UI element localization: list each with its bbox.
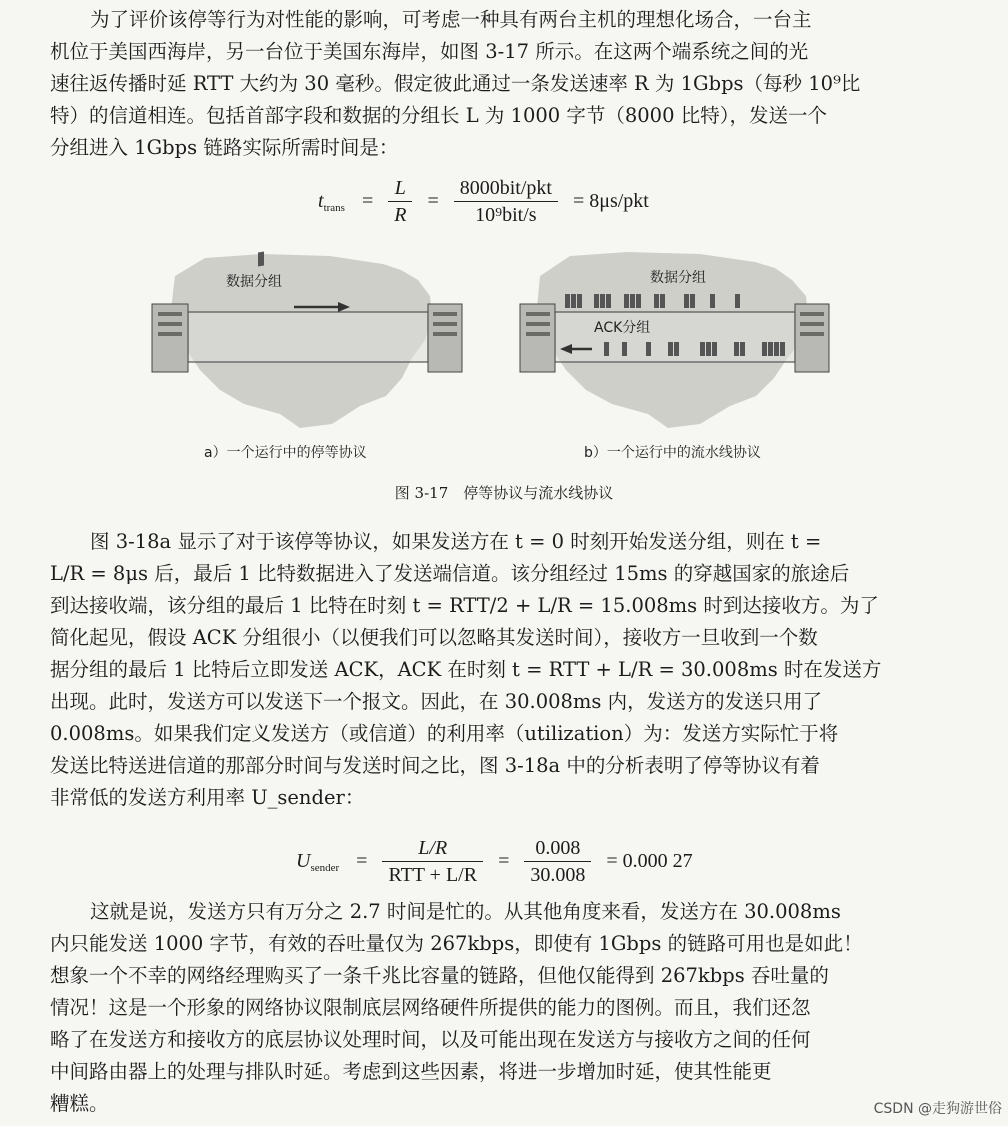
caption-a: a）一个运行中的停等协议 (204, 445, 367, 461)
text-line: 中间路由器上的处理与排队时延。考虑到这些因素，将进一步增加时延，使其性能更 (50, 1060, 772, 1083)
host-sender-b (520, 304, 555, 372)
paragraph-analysis (50, 526, 950, 814)
label-data-packets-b: 数据分组 (650, 270, 706, 286)
paragraph-conclusion (50, 896, 950, 1120)
text-line: L/R = 8μs 后，最后 1 比特数据进入了发送端信道。该分组经过 15ms 的穿越国家的旅途后 (50, 562, 850, 585)
text-line: 非常低的发送方利用率 U_sender： (50, 786, 365, 809)
fraction-values (454, 176, 558, 227)
text-line: 糟糕。 (50, 1092, 109, 1115)
watermark: CSDN @走狗游世俗 (873, 1101, 1002, 1117)
text-line: 出现。此时，发送方可以发送下一个报文。因此，在 30.008ms 内，发送方的发送只用了 (50, 690, 823, 713)
text-line: 分组进入 1Gbps 链路实际所需时间是： (50, 136, 399, 159)
text-line: 为了评价该停等行为对性能的影响，可考虑一种具有两台主机的理想化场合，一台主 (90, 8, 812, 31)
figure-stop-and-wait-vs-pipelined (0, 228, 1008, 468)
formula-transmission-time: $t_{trans}$ = $\frac{L}{R}$ = $\frac{\text{8000bit/pkt}}{\text{10⁹bit/s}}$ = 8μs/pkt (318, 177, 649, 226)
text-line: 速往返传播时延 RTT 大约为 30 毫秒。假定彼此通过一条发送速率 R 为 1Gbps（每秒 10⁹比 (50, 72, 861, 95)
formula-result: = 8μs/pkt (572, 190, 649, 212)
text-line: 情况！这是一个形象的网络协议限制底层网络硬件所提供的能力的图例。而且，我们还忽 (50, 996, 811, 1019)
text-line: 到达接收端，该分组的最后 1 比特在时刻 t = RTT/2 + L/R = 15.008ms 时到达接收方。为了 (50, 594, 879, 617)
formula-lhs: t (318, 189, 324, 212)
fraction-symbolic (382, 836, 483, 887)
host-receiver-a (428, 304, 462, 372)
figure-title: 图 3-17 停等协议与流水线协议 (394, 484, 614, 502)
data-packet-a (258, 251, 264, 266)
label-ack-packets-b: ACK分组 (594, 320, 651, 336)
text-line: 略了在发送方和接收方的底层协议处理时间，以及可能出现在发送方与接收方之间的任何 (50, 1028, 811, 1051)
fraction-numeric (524, 836, 591, 887)
text-line: 图 3-18a 显示了对于该停等协议，如果发送方在 t = 0 时刻开始发送分组，则在 t = (90, 530, 822, 553)
text-line: 机位于美国西海岸，另一台位于美国东海岸，如图 3-17 所示。在这两个端系统之间的光 (50, 40, 809, 63)
fraction-numerator: L (388, 176, 412, 202)
channel-pipe-a (188, 312, 428, 362)
text-line: 想象一个不幸的网络经理购买了一条千兆比容量的链路，但他仅能得到 267kbps 吞吐量的 (50, 964, 829, 987)
host-receiver-b (795, 304, 829, 372)
fraction-numerator: 8000bit/pkt (454, 176, 558, 202)
fraction-denominator: R (394, 204, 407, 226)
text-line: 据分组的最后 1 比特后立即发送 ACK，ACK 在时刻 t = RTT + L/R = 30.008ms 时在发送方 (50, 658, 882, 681)
paragraph-intro (50, 4, 950, 164)
formula-utilization: $U_{sender}$ = $\frac{L/R}{\text{RTT + L/R}}$ = $\frac{0.008}{30.008}$ = 0.000 27 (296, 837, 693, 886)
fraction-numerator: 0.008 (524, 836, 591, 862)
text-line: 发送比特送进信道的那部分时间与发送时间之比，图 3-18a 中的分析表明了停等协议有着 (50, 754, 820, 777)
fraction-numerator: L/R (382, 836, 483, 862)
text-line: 内只能发送 1000 字节，有效的吞吐量仅为 267kbps，即使有 1Gbps 的链路可用也是如此！ (50, 932, 863, 955)
text-line: 特）的信道相连。包括首部字段和数据的分组长 L 为 1000 字节（8000 比特），发送一个 (50, 104, 827, 127)
text-line: 0.008ms。如果我们定义发送方（或信道）的利用率（utilization）为：发送方实际忙于将 (50, 722, 839, 745)
text-line: 这就是说，发送方只有万分之 2.7 时间是忙的。从其他角度来看，发送方在 30.008ms (90, 900, 841, 923)
fraction-denominator: 10⁹bit/s (475, 204, 537, 226)
formula-result: = 0.000 27 (606, 850, 693, 872)
label-data-packet-a: 数据分组 (226, 274, 282, 290)
text-line: 简化起见，假设 ACK 分组很小（以便我们可以忽略其发送时间），接收方一旦收到一个数 (50, 626, 818, 649)
caption-b: b）一个运行中的流水线协议 (584, 445, 761, 461)
host-sender-a (152, 304, 188, 372)
fraction-denominator: RTT + L/R (388, 864, 478, 886)
formula-lhs-subscript: trans (323, 201, 345, 214)
fraction-l-over-r (388, 176, 412, 227)
formula-lhs: U (296, 849, 311, 872)
fraction-denominator: 30.008 (530, 864, 586, 886)
formula-lhs-subscript: sender (310, 861, 340, 874)
